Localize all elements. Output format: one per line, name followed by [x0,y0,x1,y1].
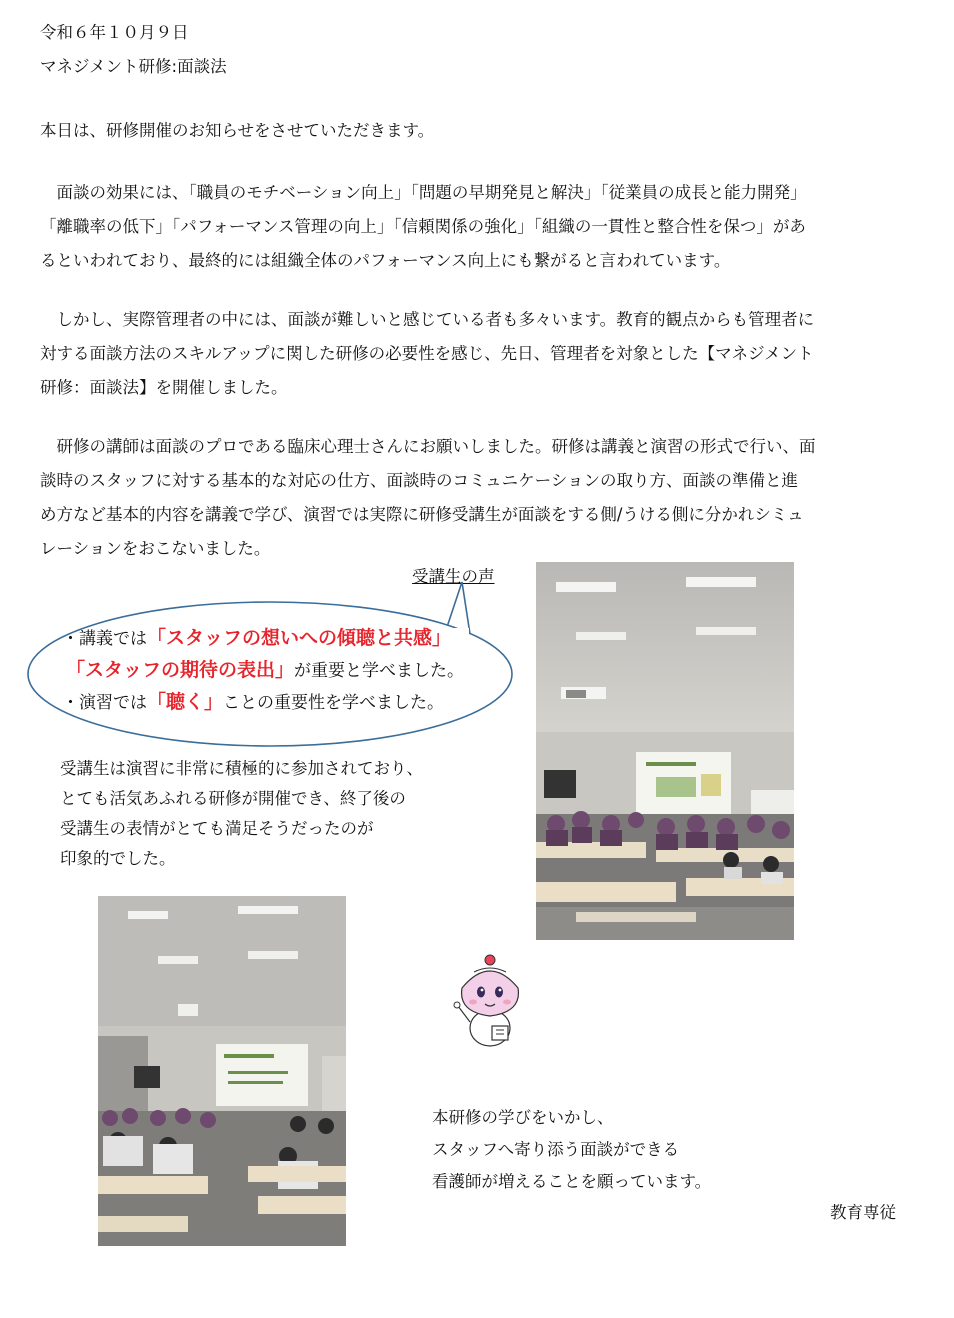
highlight-text: 「スタッフの期待の表出」 [66,659,295,681]
paragraph-line: 談時のスタッフに対する基本的な対応の仕方、面談時のコミュニケーションの取り方、面談の準備と進 [40,471,799,490]
participants-paragraph [60,754,423,874]
paragraph-line: 対する面談方法のスキルアップに関した研修の必要性を感じ、先日、管理者を対象とした【マネジメント [40,344,814,363]
paragraph-line: 「離職率の低下」「パフォーマンス管理の向上」「信頼関係の強化」「組織の一貫性と整合性を保つ」があ [40,217,806,236]
paragraph-line: 看護師が増えることを願っています。 [432,1172,712,1191]
paragraph-line: 研修の講師は面談のプロである臨床心理士さんにお願いしました。研修は講義と演習の形式で行い、面 [40,437,816,456]
voice-line-lecture: ・講義では「スタッフの想いへの傾聴と共感」 [62,627,452,649]
voice-caption: 受講生の声 [412,567,495,586]
paragraph-effects [40,176,910,278]
voice-line-expectation: 「スタッフの期待の表出」が重要と学べました。 [66,659,465,681]
mascot-illustration [452,950,528,1050]
document-date: 令和６年１０月９日 [40,23,189,42]
paragraph-background [40,303,910,405]
paragraph-line: るといわれており、最終的には組織全体のパフォーマンス向上にも繋がると言われています。 [40,251,731,270]
paragraph-line: 面談の効果には、「職員のモチベーション向上」「問題の早期発見と解決」「従業員の成長と能力開発」 [40,183,807,202]
paragraph-line: め方など基本的内容を講義で学び、演習では実際に研修受講生が面談をする側/うける側に分かれシミュ [40,505,804,524]
paragraph-line: 印象的でした。 [60,849,176,868]
document-title: マネジメント研修:面談法 [40,57,227,76]
intro-text: 本日は、研修開催のお知らせをさせていただきます。 [40,121,435,140]
paragraph-training [40,430,910,566]
training-photo-1 [536,562,794,940]
signature: 教育専従 [830,1203,896,1222]
paragraph-line: しかし、実際管理者の中には、面談が難しいと感じている者も多々います。教育的観点からも管理者に [40,310,815,329]
highlight-text: 「聴く」 [147,691,224,713]
paragraph-line: 本研修の学びをいかし、 [432,1108,614,1127]
closing-message [432,1102,711,1198]
paragraph-line: 受講生の表情がとても満足そうだったのが [60,819,374,838]
paragraph-line: レーションをおこないました。 [40,539,271,558]
paragraph-line: 受講生は演習に非常に積極的に参加されており、 [60,759,423,778]
training-photo-2 [98,896,346,1246]
paragraph-line: とても活気あふれる研修が開催でき、終了後の [60,789,406,808]
highlight-text: 「スタッフの想いへの傾聴と共感」 [147,627,452,649]
paragraph-line: スタッフへ寄り添う面談ができる [432,1140,680,1159]
paragraph-line: 研修：面談法】を開催しました。 [40,378,288,397]
voice-line-exercise: ・演習では「聴く」ことの重要性を学べました。 [62,691,445,713]
